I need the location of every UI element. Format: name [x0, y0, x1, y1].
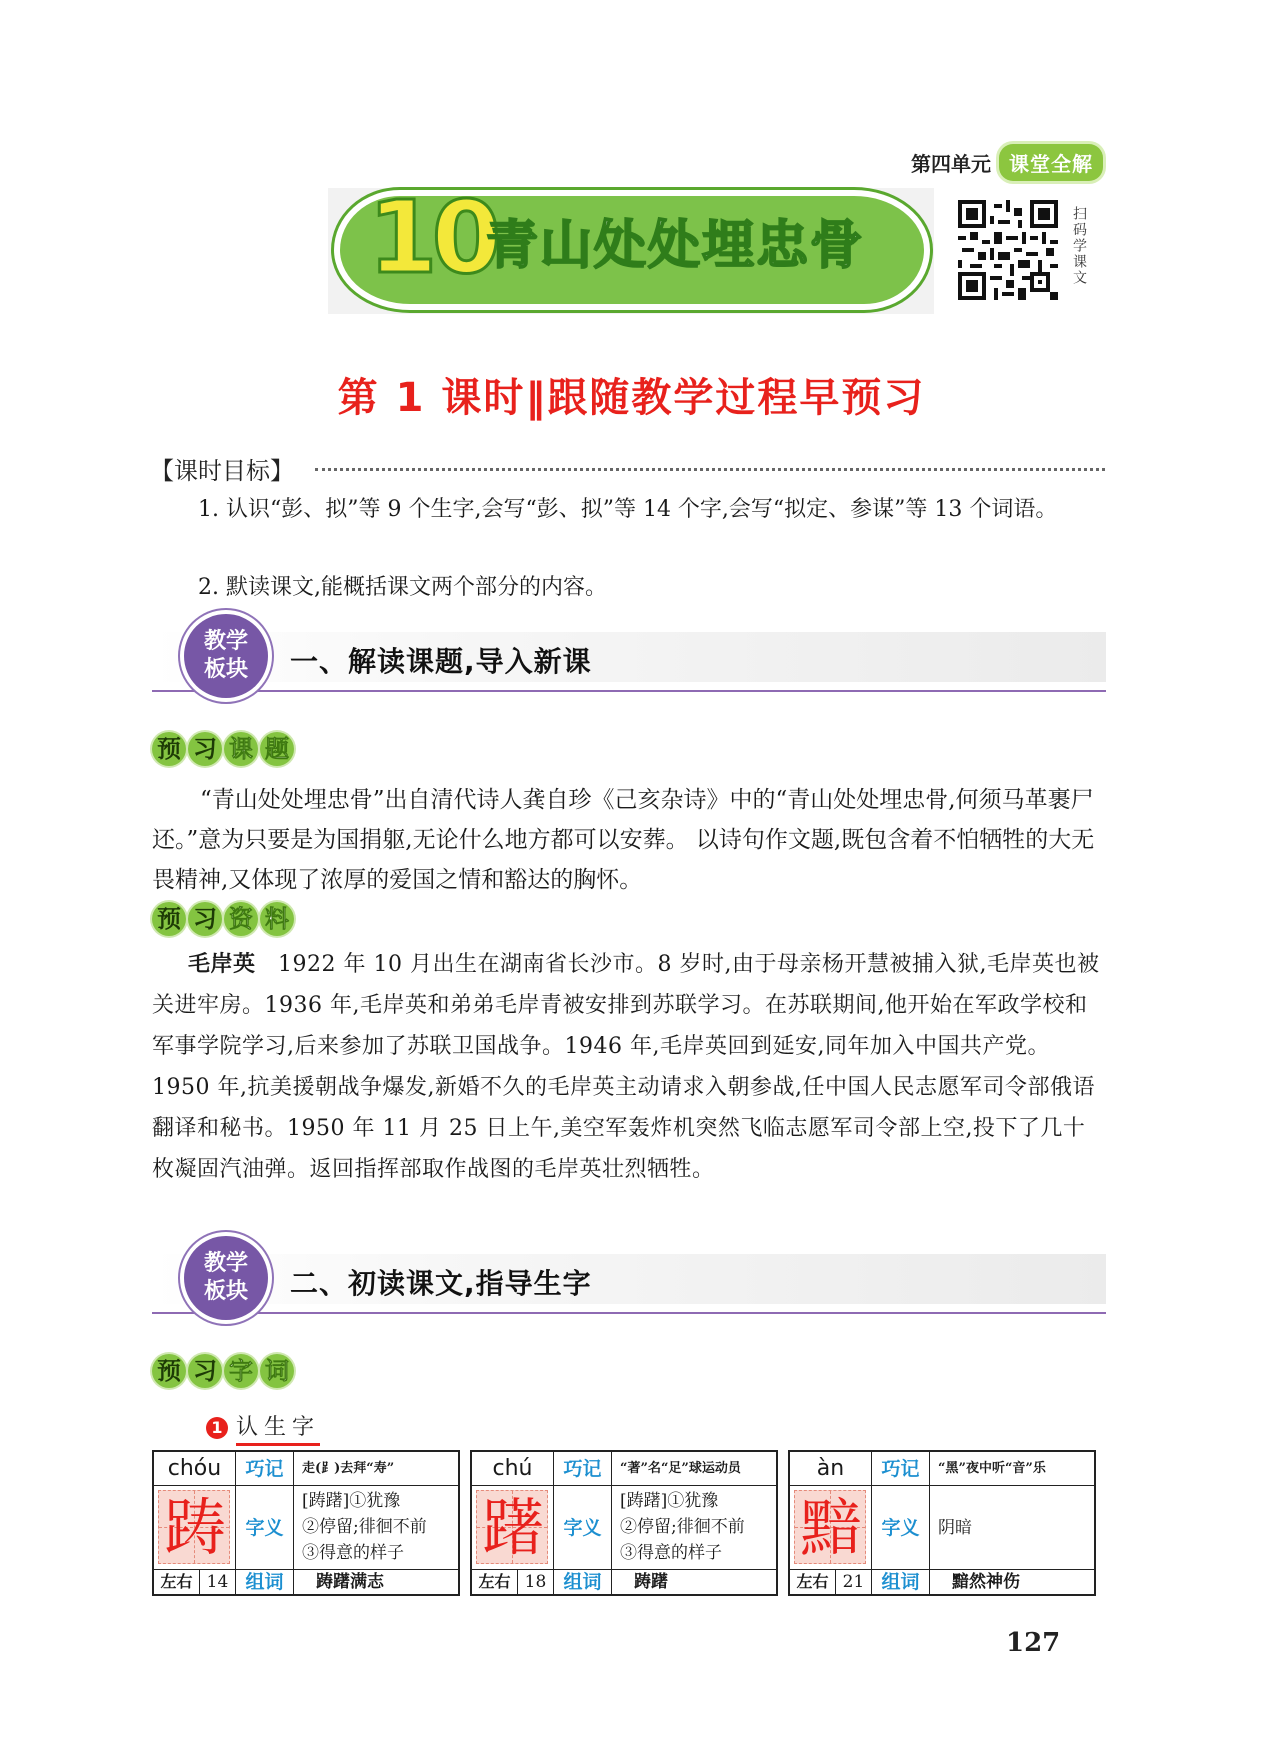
tag-char: 字	[224, 1354, 258, 1388]
module-badge-bottom: 板块	[203, 1279, 248, 1304]
tag-preview-material	[152, 902, 294, 936]
char-box	[472, 1486, 554, 1570]
tag-char: 资	[224, 902, 258, 936]
module-rule	[152, 690, 1106, 692]
char-structure: 左右	[472, 1570, 518, 1594]
char-meaning	[294, 1486, 458, 1570]
module-badge	[184, 614, 268, 698]
objectives-divider	[315, 468, 1105, 471]
tag-char: 预	[152, 902, 186, 936]
char-strokes: 21	[836, 1570, 872, 1594]
unit-badge: 课堂全解	[999, 144, 1103, 181]
char-structure: 左右	[790, 1570, 836, 1594]
mnemonic-label: 巧记	[554, 1452, 612, 1486]
char-box	[790, 1486, 872, 1570]
char-pinyin: àn	[790, 1452, 872, 1486]
tag-char: 习	[188, 902, 222, 936]
module-header-2	[152, 1236, 1106, 1332]
meaning-line: ③得意的样子	[302, 1543, 404, 1563]
module-badge-top: 教学	[203, 629, 248, 654]
char-meaning	[930, 1486, 1094, 1570]
meaning-line: 阴暗	[938, 1518, 972, 1538]
tag-char: 词	[260, 1354, 294, 1388]
bio-name: 毛岸英	[188, 952, 256, 977]
char-card	[470, 1450, 778, 1596]
meaning-label: 字义	[872, 1486, 930, 1570]
char-card	[788, 1450, 1096, 1596]
meaning-label: 字义	[554, 1486, 612, 1570]
char-mnemonic: “黑”夜中听“音”乐	[930, 1452, 1094, 1486]
module-badge-top: 教学	[203, 1251, 248, 1276]
char-words: 踌躇满志	[316, 1572, 384, 1592]
char-glyph: 躇	[481, 1491, 544, 1564]
recognize-label: 认生字	[236, 1410, 320, 1446]
meaning-label: 字义	[236, 1486, 294, 1570]
unit-name: 第四单元	[911, 152, 991, 176]
module-title: 二、初读课文,指导生字	[290, 1267, 592, 1300]
qr-code[interactable]	[958, 200, 1058, 300]
page-number: 127	[1006, 1628, 1061, 1658]
char-mnemonic: “著”名“足”球运动员	[612, 1452, 776, 1486]
char-pinyin: chú	[472, 1452, 554, 1486]
tag-preview-topic	[152, 732, 294, 766]
tag-char: 课	[224, 732, 258, 766]
tag-preview-words	[152, 1354, 294, 1388]
lesson-heading: 第 1 课时‖跟随教学过程早预习	[337, 375, 926, 421]
meaning-line: [踌躇]①犹豫	[302, 1491, 401, 1511]
char-words: 踌躇	[634, 1572, 668, 1592]
qr-caption: 扫码学课文	[1071, 206, 1087, 286]
words-label: 组词	[872, 1570, 930, 1594]
meaning-line: ②停留;徘徊不前	[302, 1517, 427, 1537]
module-title: 一、解读课题,导入新课	[290, 645, 592, 678]
char-structure: 左右	[154, 1570, 200, 1594]
module-badge-bottom: 板块	[203, 657, 248, 682]
lesson-title: 青山处处埋忠骨	[486, 216, 865, 276]
tag-char: 预	[152, 1354, 186, 1388]
char-strokes: 14	[200, 1570, 236, 1594]
char-strokes: 18	[518, 1570, 554, 1594]
recognize-number: 1	[206, 1417, 228, 1439]
meaning-line: [踌躇]①犹豫	[620, 1491, 719, 1511]
tag-char: 题	[260, 732, 294, 766]
tag-char: 习	[188, 732, 222, 766]
char-glyph: 踌	[163, 1491, 226, 1564]
char-pinyin: chóu	[154, 1452, 236, 1486]
mnemonic-label: 巧记	[872, 1452, 930, 1486]
recognize-heading	[206, 1410, 320, 1446]
char-mnemonic: 走(⻊)去拜“寿”	[294, 1452, 458, 1486]
tag-char: 料	[260, 902, 294, 936]
char-card	[152, 1450, 460, 1596]
lesson-number: 10	[368, 179, 496, 296]
bio-paragraph	[152, 944, 1107, 1190]
char-meaning	[612, 1486, 776, 1570]
tag-char: 习	[188, 1354, 222, 1388]
char-glyph: 黯	[799, 1491, 862, 1564]
objective-item: 1. 认识“彭、拟”等 9 个生字,会写“彭、拟”等 14 个字,会写“拟定、参谋”等 13 个词语。	[198, 497, 1058, 522]
objectives-heading: 【课时目标】	[150, 457, 294, 485]
bio-text: 1922 年 10 月出生在湖南省长沙市。8 岁时,由于母亲杨开慧被捕入狱,毛岸英也被关进牢房。1936 年,毛岸英和弟弟毛岸青被安排到苏联学习。在苏联期间,他开始在军政学校和军事学院学习,后来参加了苏联卫国战争。1946 年,毛岸英回到延安,同年加入中国共产党。1950 年,抗美援朝战争爆发,新婚不久的毛岸英主动请求入朝参战,任中国人民志愿军司令部俄语翻译和秘书。1950 年 11 月 25 日上午,美空军轰炸机突然飞临志愿军司令部上空,投下了几十枚凝固汽油弹。返回指挥部取作战图的毛岸英壮烈牺牲。	[152, 952, 1100, 1182]
meaning-line: ②停留;徘徊不前	[620, 1517, 745, 1537]
char-box	[154, 1486, 236, 1570]
unit-header	[911, 144, 1103, 181]
tag-char: 预	[152, 732, 186, 766]
words-label: 组词	[554, 1570, 612, 1594]
char-words: 黯然神伤	[952, 1572, 1020, 1592]
title-intro-paragraph: “青山处处埋忠骨”出自清代诗人龚自珍《己亥杂诗》中的“青山处处埋忠骨,何须马革裹尸还。”意为只要是为国捐躯,无论什么地方都可以安葬。 以诗句作文题,既包含着不怕牺牲的大无畏精神,又体现了浓厚的爱国之情和豁达的胸怀。	[152, 787, 1095, 893]
module-badge	[184, 1236, 268, 1320]
objective-item: 2. 默读课文,能概括课文两个部分的内容。	[198, 575, 607, 600]
module-header-1	[152, 614, 1106, 710]
meaning-line: ③得意的样子	[620, 1543, 722, 1563]
mnemonic-label: 巧记	[236, 1452, 294, 1486]
module-rule	[152, 1312, 1106, 1314]
words-label: 组词	[236, 1570, 294, 1594]
qr-code-icon	[958, 200, 1058, 300]
